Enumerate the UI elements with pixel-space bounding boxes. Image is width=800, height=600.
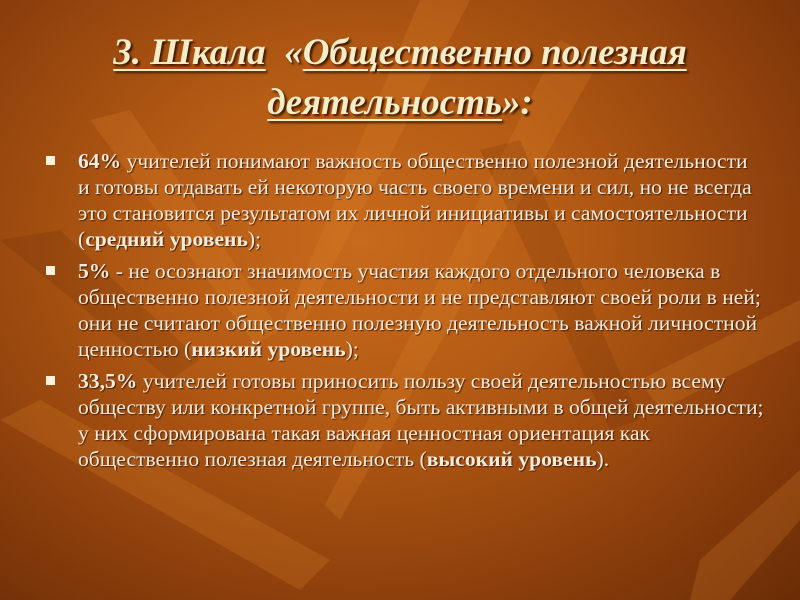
square-bullet-icon [46, 266, 55, 275]
bullet-tail: ); [345, 337, 359, 361]
bullet-item [44, 368, 764, 472]
bullet-text: учителей понимают важность общественно полезной деятельности и готовы отдавать ей некоторую часть своего времени и сил, но не всегда это становится результатом их личной инициативы и самостоятельности ( [78, 149, 752, 251]
bullet-level: средний уровень [85, 227, 248, 251]
title-subject-line1: Общественно полезная [302, 32, 687, 73]
bullet-percent: 33,5% [78, 369, 138, 393]
slide-title [30, 28, 770, 128]
bullet-text: - не осознают значимость участия каждого отдельного человека в общественно полезной деятельности и не представляют своей роли в ней; они не считают общественно полезную деятельность важной личностной ценностью ( [78, 259, 761, 361]
title-subject-line2: деятельность [267, 82, 502, 123]
bullet-level: низкий уровень [191, 337, 346, 361]
square-bullet-icon [46, 156, 55, 165]
title-prefix: 3. Шкала [113, 32, 266, 73]
bullet-level: высокий уровень [426, 447, 597, 471]
bullet-percent: 5% [78, 259, 111, 283]
bullet-text: учителей готовы приносить пользу своей деятельностью всему обществу или конкретной группе, быть активными в общей деятельности; у них сформирована такая важная ценностная ориентация как общественно полезная деятельность ( [78, 369, 764, 471]
bullet-tail: ). [596, 447, 610, 471]
title-quote-open: « [284, 32, 303, 73]
bullet-list [44, 148, 764, 478]
bullet-tail: ); [247, 227, 262, 251]
bullet-item [44, 148, 764, 252]
bullet-item [44, 258, 764, 362]
title-quote-close: »: [501, 82, 533, 123]
square-bullet-icon [46, 376, 55, 385]
bullet-percent: 64% [78, 149, 122, 173]
